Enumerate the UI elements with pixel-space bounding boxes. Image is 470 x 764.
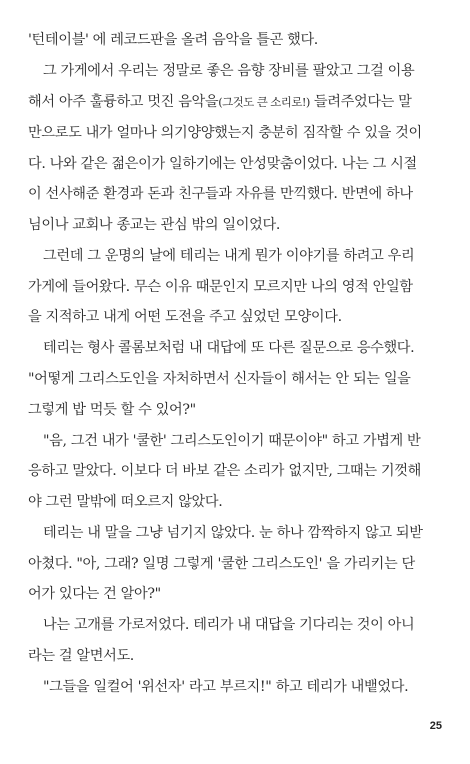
text-line: 이 선사해준 환경과 돈과 친구들과 자유를 만끽했다. 반면에 하나 bbox=[28, 186, 413, 202]
text-line: 그렇게 밥 먹듯 할 수 있어?" bbox=[28, 402, 196, 418]
text-line: 아쳤다. "아, 그래? 일명 그렇게 '쿨한 그리스도인' 을 가리키는 단 bbox=[28, 556, 415, 572]
text-line: 테리는 형사 콜롬보처럼 내 대답에 또 다른 질문으로 응수했다. bbox=[43, 340, 415, 356]
text-line: 그런데 그 운명의 날에 테리는 내게 뭔가 이야기를 하려고 우리 bbox=[43, 248, 415, 264]
text-line: 다. 나와 같은 젊은이가 일하기에는 안성맞춤이었다. 나는 그 시절 bbox=[28, 156, 417, 172]
text-line: 야 그런 말밖에 떠오르지 않았다. bbox=[28, 494, 223, 510]
text-segment: 해서 아주 훌륭하고 멋진 음악을 bbox=[28, 94, 219, 110]
text-line: 을 지적하고 내게 어떤 도전을 주고 싶었던 모양이다. bbox=[28, 309, 342, 325]
text-line: 가게에 들어왔다. 무슨 이유 때문인지 모르지만 나의 영적 안일함 bbox=[28, 279, 413, 295]
text-line: 라는 걸 알면서도. bbox=[28, 648, 134, 664]
text-segment: 들려주었다는 말 bbox=[309, 94, 412, 110]
text-line: 님이나 교회나 종교는 관심 밖의 일이었다. bbox=[28, 217, 280, 233]
text-line: 응하고 말았다. 이보다 더 바보 같은 소리가 없지만, 그때는 기껏해 bbox=[28, 463, 421, 479]
text-line bbox=[28, 92, 412, 112]
text-line: 어가 있다는 건 알아?" bbox=[28, 586, 161, 602]
text-line: 나는 고개를 가로저었다. 테리가 내 대답을 기다리는 것이 아니 bbox=[43, 617, 415, 633]
page-number: 25 bbox=[429, 720, 442, 732]
text-line: 테리는 내 말을 그냥 넘기지 않았다. 눈 하나 깜짝하지 않고 되받 bbox=[43, 525, 423, 541]
text-line: '턴테이블' 에 레코드판을 올려 음악을 틀곤 했다. bbox=[28, 32, 318, 48]
text-line: "음, 그건 내가 '쿨한' 그리스도인이기 때문이야" 하고 가볍게 반 bbox=[43, 433, 421, 449]
text-line: "그들을 일컬어 '위선자' 라고 부르지!" 하고 테리가 내뱉었다. bbox=[43, 679, 409, 695]
text-line: "어떻게 그리스도인을 자처하면서 신자들이 해서는 안 되는 일을 bbox=[28, 371, 411, 387]
text-line: 만으로도 내가 얼마나 의기양양했는지 충분히 짐작할 수 있을 것이 bbox=[28, 125, 422, 141]
text-line: 그 가게에서 우리는 정말로 좋은 음향 장비를 팔았고 그걸 이용 bbox=[43, 63, 415, 79]
aside-text: (그것도 큰 소리로!) bbox=[218, 95, 310, 109]
